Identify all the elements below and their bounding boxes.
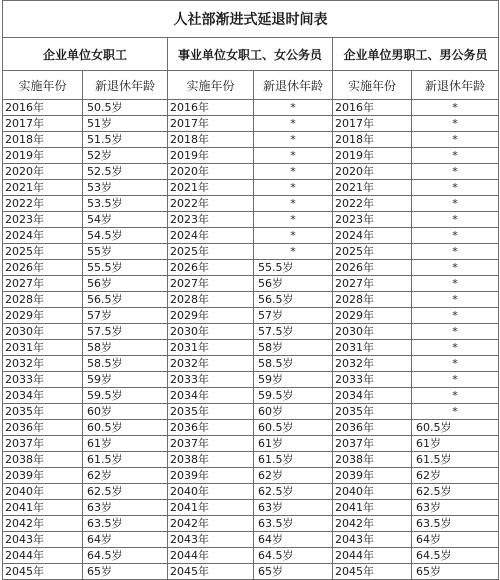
year-cell: 2017年	[168, 116, 254, 132]
year-cell: 2044年	[3, 548, 83, 564]
age-cell: *	[254, 228, 333, 244]
year-cell: 2038年	[333, 452, 412, 468]
age-cell: 57.5岁	[83, 324, 168, 340]
year-cell: 2020年	[168, 164, 254, 180]
year-cell: 2031年	[168, 340, 254, 356]
year-cell: 2016年	[3, 100, 83, 116]
table-row	[3, 340, 499, 356]
age-cell: *	[412, 372, 499, 388]
age-cell: 58岁	[254, 340, 333, 356]
column-header-row	[3, 71, 499, 100]
age-cell: 60.5岁	[254, 420, 333, 436]
year-cell: 2043年	[333, 532, 412, 548]
year-cell: 2019年	[168, 148, 254, 164]
column-header-year: 实施年份	[333, 71, 412, 100]
age-cell: 55岁	[83, 244, 168, 260]
age-cell: 57.5岁	[254, 324, 333, 340]
age-cell: *	[254, 116, 333, 132]
title-row	[3, 1, 499, 38]
year-cell: 2021年	[168, 180, 254, 196]
age-cell: 60岁	[254, 404, 333, 420]
year-cell: 2023年	[168, 212, 254, 228]
year-cell: 2035年	[3, 404, 83, 420]
age-cell: *	[412, 324, 499, 340]
age-cell: 62.5岁	[83, 484, 168, 500]
age-cell: 54岁	[83, 212, 168, 228]
table-row	[3, 116, 499, 132]
table-row	[3, 260, 499, 276]
year-cell: 2038年	[168, 452, 254, 468]
year-cell: 2036年	[3, 420, 83, 436]
table-row	[3, 292, 499, 308]
year-cell: 2018年	[168, 132, 254, 148]
age-cell: 51岁	[83, 116, 168, 132]
year-cell: 2033年	[168, 372, 254, 388]
age-cell: 56岁	[254, 276, 333, 292]
year-cell: 2030年	[168, 324, 254, 340]
year-cell: 2045年	[3, 564, 83, 580]
year-cell: 2043年	[3, 532, 83, 548]
table-row	[3, 244, 499, 260]
table-row	[3, 212, 499, 228]
table-row	[3, 324, 499, 340]
year-cell: 2017年	[333, 116, 412, 132]
year-cell: 2029年	[168, 308, 254, 324]
year-cell: 2030年	[333, 324, 412, 340]
age-cell: *	[412, 180, 499, 196]
age-cell: 55.5岁	[254, 260, 333, 276]
age-cell: 63.5岁	[83, 516, 168, 532]
year-cell: 2027年	[333, 276, 412, 292]
year-cell: 2018年	[3, 132, 83, 148]
retirement-schedule-table	[2, 0, 499, 580]
age-cell: 53岁	[83, 180, 168, 196]
age-cell: 63.5岁	[412, 516, 499, 532]
age-cell: 63岁	[412, 500, 499, 516]
age-cell: *	[254, 244, 333, 260]
year-cell: 2033年	[3, 372, 83, 388]
year-cell: 2020年	[333, 164, 412, 180]
age-cell: 62.5岁	[412, 484, 499, 500]
table-row	[3, 164, 499, 180]
year-cell: 2039年	[3, 468, 83, 484]
table-row	[3, 404, 499, 420]
year-cell: 2039年	[168, 468, 254, 484]
year-cell: 2042年	[333, 516, 412, 532]
year-cell: 2024年	[3, 228, 83, 244]
column-header-year: 实施年份	[3, 71, 83, 100]
year-cell: 2037年	[333, 436, 412, 452]
age-cell: 59岁	[83, 372, 168, 388]
table-row	[3, 228, 499, 244]
year-cell: 2041年	[168, 500, 254, 516]
age-cell: 65岁	[412, 564, 499, 580]
age-cell: 62.5岁	[254, 484, 333, 500]
age-cell: *	[254, 180, 333, 196]
age-cell: 62岁	[412, 468, 499, 484]
age-cell: 52.5岁	[83, 164, 168, 180]
year-cell: 2021年	[333, 180, 412, 196]
age-cell: *	[412, 276, 499, 292]
age-cell: *	[412, 228, 499, 244]
age-cell: 56岁	[83, 276, 168, 292]
year-cell: 2036年	[168, 420, 254, 436]
year-cell: 2032年	[333, 356, 412, 372]
year-cell: 2018年	[333, 132, 412, 148]
age-cell: 61.5岁	[412, 452, 499, 468]
age-cell: 58岁	[83, 340, 168, 356]
column-header-year: 实施年份	[168, 71, 254, 100]
age-cell: *	[254, 196, 333, 212]
year-cell: 2027年	[3, 276, 83, 292]
year-cell: 2031年	[3, 340, 83, 356]
year-cell: 2035年	[333, 404, 412, 420]
group-header-row	[3, 38, 499, 71]
year-cell: 2035年	[168, 404, 254, 420]
age-cell: 64.5岁	[412, 548, 499, 564]
age-cell: *	[412, 388, 499, 404]
table-row	[3, 500, 499, 516]
year-cell: 2038年	[3, 452, 83, 468]
year-cell: 2016年	[333, 100, 412, 116]
table-row	[3, 356, 499, 372]
year-cell: 2040年	[333, 484, 412, 500]
age-cell: 64.5岁	[83, 548, 168, 564]
year-cell: 2031年	[333, 340, 412, 356]
age-cell: 59.5岁	[83, 388, 168, 404]
table-row	[3, 276, 499, 292]
year-cell: 2040年	[3, 484, 83, 500]
year-cell: 2042年	[168, 516, 254, 532]
table-row	[3, 564, 499, 580]
age-cell: 65岁	[254, 564, 333, 580]
group-header-male: 企业单位男职工、男公务员	[333, 38, 499, 71]
age-cell: *	[412, 244, 499, 260]
year-cell: 2036年	[333, 420, 412, 436]
age-cell: *	[254, 148, 333, 164]
year-cell: 2028年	[168, 292, 254, 308]
year-cell: 2026年	[333, 260, 412, 276]
age-cell: 61岁	[254, 436, 333, 452]
age-cell: 58.5岁	[254, 356, 333, 372]
column-header-age: 新退休年龄	[254, 71, 333, 100]
age-cell: 64岁	[412, 532, 499, 548]
year-cell: 2030年	[3, 324, 83, 340]
year-cell: 2025年	[168, 244, 254, 260]
year-cell: 2040年	[168, 484, 254, 500]
year-cell: 2032年	[3, 356, 83, 372]
table-row	[3, 484, 499, 500]
age-cell: 61.5岁	[83, 452, 168, 468]
age-cell: *	[412, 100, 499, 116]
age-cell: 61.5岁	[254, 452, 333, 468]
year-cell: 2022年	[3, 196, 83, 212]
age-cell: *	[412, 132, 499, 148]
age-cell: 52岁	[83, 148, 168, 164]
age-cell: 64岁	[254, 532, 333, 548]
year-cell: 2044年	[333, 548, 412, 564]
year-cell: 2041年	[333, 500, 412, 516]
year-cell: 2043年	[168, 532, 254, 548]
age-cell: *	[412, 308, 499, 324]
year-cell: 2037年	[168, 436, 254, 452]
year-cell: 2027年	[168, 276, 254, 292]
year-cell: 2026年	[168, 260, 254, 276]
group-header-enterprise-female: 企业单位女职工	[3, 38, 168, 71]
age-cell: 53.5岁	[83, 196, 168, 212]
table-row	[3, 196, 499, 212]
year-cell: 2034年	[333, 388, 412, 404]
year-cell: 2028年	[3, 292, 83, 308]
age-cell: *	[412, 116, 499, 132]
age-cell: *	[254, 132, 333, 148]
year-cell: 2034年	[3, 388, 83, 404]
age-cell: 56.5岁	[254, 292, 333, 308]
table-row	[3, 388, 499, 404]
table-row	[3, 452, 499, 468]
age-cell: 59.5岁	[254, 388, 333, 404]
year-cell: 2029年	[3, 308, 83, 324]
age-cell: 60岁	[83, 404, 168, 420]
year-cell: 2026年	[3, 260, 83, 276]
age-cell: 55.5岁	[83, 260, 168, 276]
year-cell: 2023年	[3, 212, 83, 228]
age-cell: 63岁	[83, 500, 168, 516]
age-cell: 58.5岁	[83, 356, 168, 372]
age-cell: *	[412, 404, 499, 420]
year-cell: 2034年	[168, 388, 254, 404]
year-cell: 2025年	[3, 244, 83, 260]
age-cell: *	[412, 260, 499, 276]
age-cell: *	[412, 340, 499, 356]
age-cell: 60.5岁	[83, 420, 168, 436]
column-header-age: 新退休年龄	[83, 71, 168, 100]
age-cell: *	[412, 292, 499, 308]
year-cell: 2044年	[168, 548, 254, 564]
age-cell: *	[254, 100, 333, 116]
year-cell: 2021年	[3, 180, 83, 196]
age-cell: 63.5岁	[254, 516, 333, 532]
year-cell: 2032年	[168, 356, 254, 372]
table-row	[3, 532, 499, 548]
table-row	[3, 548, 499, 564]
year-cell: 2045年	[168, 564, 254, 580]
age-cell: 56.5岁	[83, 292, 168, 308]
year-cell: 2033年	[333, 372, 412, 388]
year-cell: 2042年	[3, 516, 83, 532]
age-cell: 51.5岁	[83, 132, 168, 148]
age-cell: *	[254, 212, 333, 228]
table-row	[3, 468, 499, 484]
age-cell: 62岁	[254, 468, 333, 484]
age-cell: 61岁	[412, 436, 499, 452]
age-cell: *	[412, 148, 499, 164]
table-row	[3, 372, 499, 388]
year-cell: 2016年	[168, 100, 254, 116]
age-cell: 64.5岁	[254, 548, 333, 564]
age-cell: 54.5岁	[83, 228, 168, 244]
year-cell: 2022年	[333, 196, 412, 212]
year-cell: 2029年	[333, 308, 412, 324]
year-cell: 2028年	[333, 292, 412, 308]
age-cell: 64岁	[83, 532, 168, 548]
year-cell: 2024年	[168, 228, 254, 244]
year-cell: 2023年	[333, 212, 412, 228]
age-cell: 57岁	[254, 308, 333, 324]
age-cell: 57岁	[83, 308, 168, 324]
age-cell: *	[412, 196, 499, 212]
year-cell: 2022年	[168, 196, 254, 212]
table-title: 人社部渐进式延退时间表	[3, 1, 499, 38]
year-cell: 2017年	[3, 116, 83, 132]
year-cell: 2020年	[3, 164, 83, 180]
age-cell: *	[412, 356, 499, 372]
year-cell: 2037年	[3, 436, 83, 452]
age-cell: 63岁	[254, 500, 333, 516]
table-row	[3, 132, 499, 148]
age-cell: 60.5岁	[412, 420, 499, 436]
age-cell: *	[412, 212, 499, 228]
year-cell: 2024年	[333, 228, 412, 244]
table-row	[3, 180, 499, 196]
year-cell: 2025年	[333, 244, 412, 260]
table-row	[3, 100, 499, 116]
age-cell: *	[254, 164, 333, 180]
age-cell: 50.5岁	[83, 100, 168, 116]
table-row	[3, 436, 499, 452]
group-header-institution-female: 事业单位女职工、女公务员	[168, 38, 333, 71]
year-cell: 2039年	[333, 468, 412, 484]
year-cell: 2045年	[333, 564, 412, 580]
year-cell: 2019年	[3, 148, 83, 164]
age-cell: 59岁	[254, 372, 333, 388]
table-row	[3, 148, 499, 164]
year-cell: 2019年	[333, 148, 412, 164]
year-cell: 2041年	[3, 500, 83, 516]
table-row	[3, 516, 499, 532]
table-row	[3, 420, 499, 436]
age-cell: 62岁	[83, 468, 168, 484]
age-cell: *	[412, 164, 499, 180]
column-header-age: 新退休年龄	[412, 71, 499, 100]
age-cell: 65岁	[83, 564, 168, 580]
age-cell: 61岁	[83, 436, 168, 452]
table-row	[3, 308, 499, 324]
